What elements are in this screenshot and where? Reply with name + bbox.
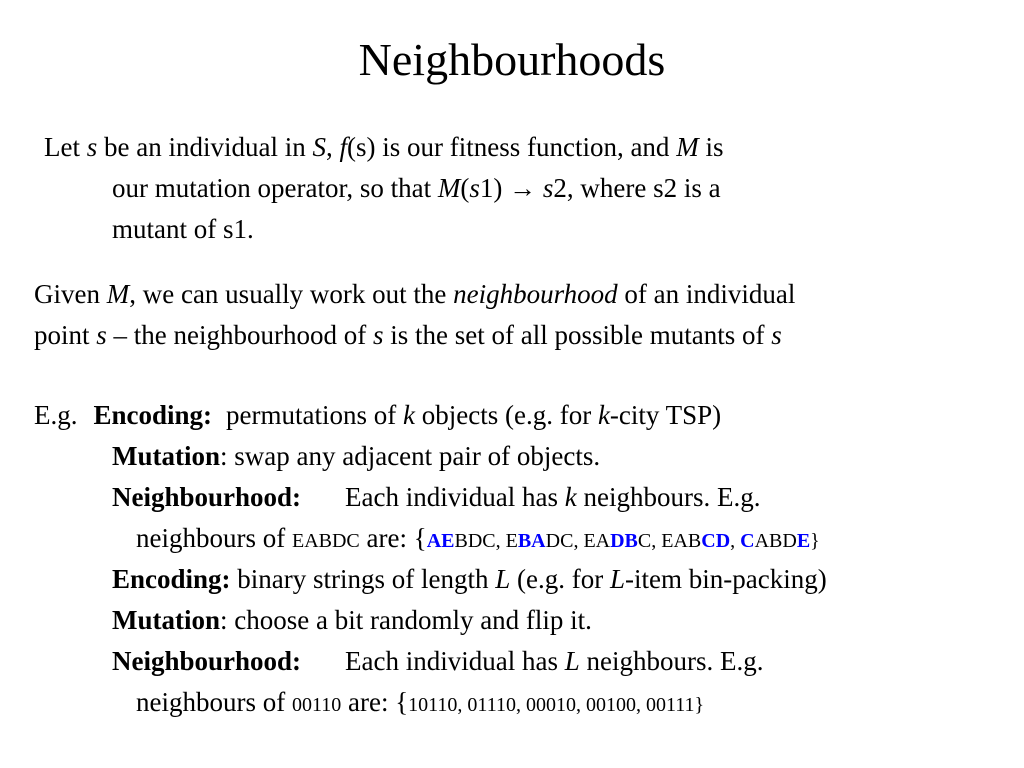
para1-line2: our mutation operator, so that M(s1) → s2, where s2 is a xyxy=(112,173,721,203)
para1-line3: mutant of s1. xyxy=(112,214,254,244)
arrow-right-icon: → xyxy=(509,173,537,203)
example-mutation-1: Mutation: swap any adjacent pair of objects. xyxy=(112,441,601,471)
example-encoding-2: Encoding: binary strings of length L (e.g. for L-item bin-packing) xyxy=(112,564,827,594)
para1-line1: Let s be an individual in S, f(s) is our fitness function, and M is xyxy=(44,132,724,162)
example-mutation-2: Mutation: choose a bit randomly and flip it. xyxy=(112,605,592,635)
para2-line2: point s – the neighbourhood of s is the set of all possible mutants of s xyxy=(34,320,782,350)
para2-line1: Given M, we can usually work out the neighbourhood of an individual xyxy=(34,279,796,309)
example-neighbours-list-2: neighbours of 00110 are: {10110, 01110, 00010, 00100, 00111} xyxy=(136,687,705,717)
example-neighbours-list-1: neighbours of EABDC are: {AEBDC, EBADC, EADBC, EABCD, CABDE} xyxy=(136,523,820,553)
example-neighbourhood-2: Neighbourhood: Each individual has L neighbours. E.g. xyxy=(112,646,764,676)
example-encoding-1: E.g. Encoding: permutations of k objects (e.g. for k-city TSP) xyxy=(34,400,722,430)
slide-title: Neighbourhoods xyxy=(358,34,666,85)
example-neighbourhood-1: Neighbourhood: Each individual has k neighbours. E.g. xyxy=(112,482,761,512)
